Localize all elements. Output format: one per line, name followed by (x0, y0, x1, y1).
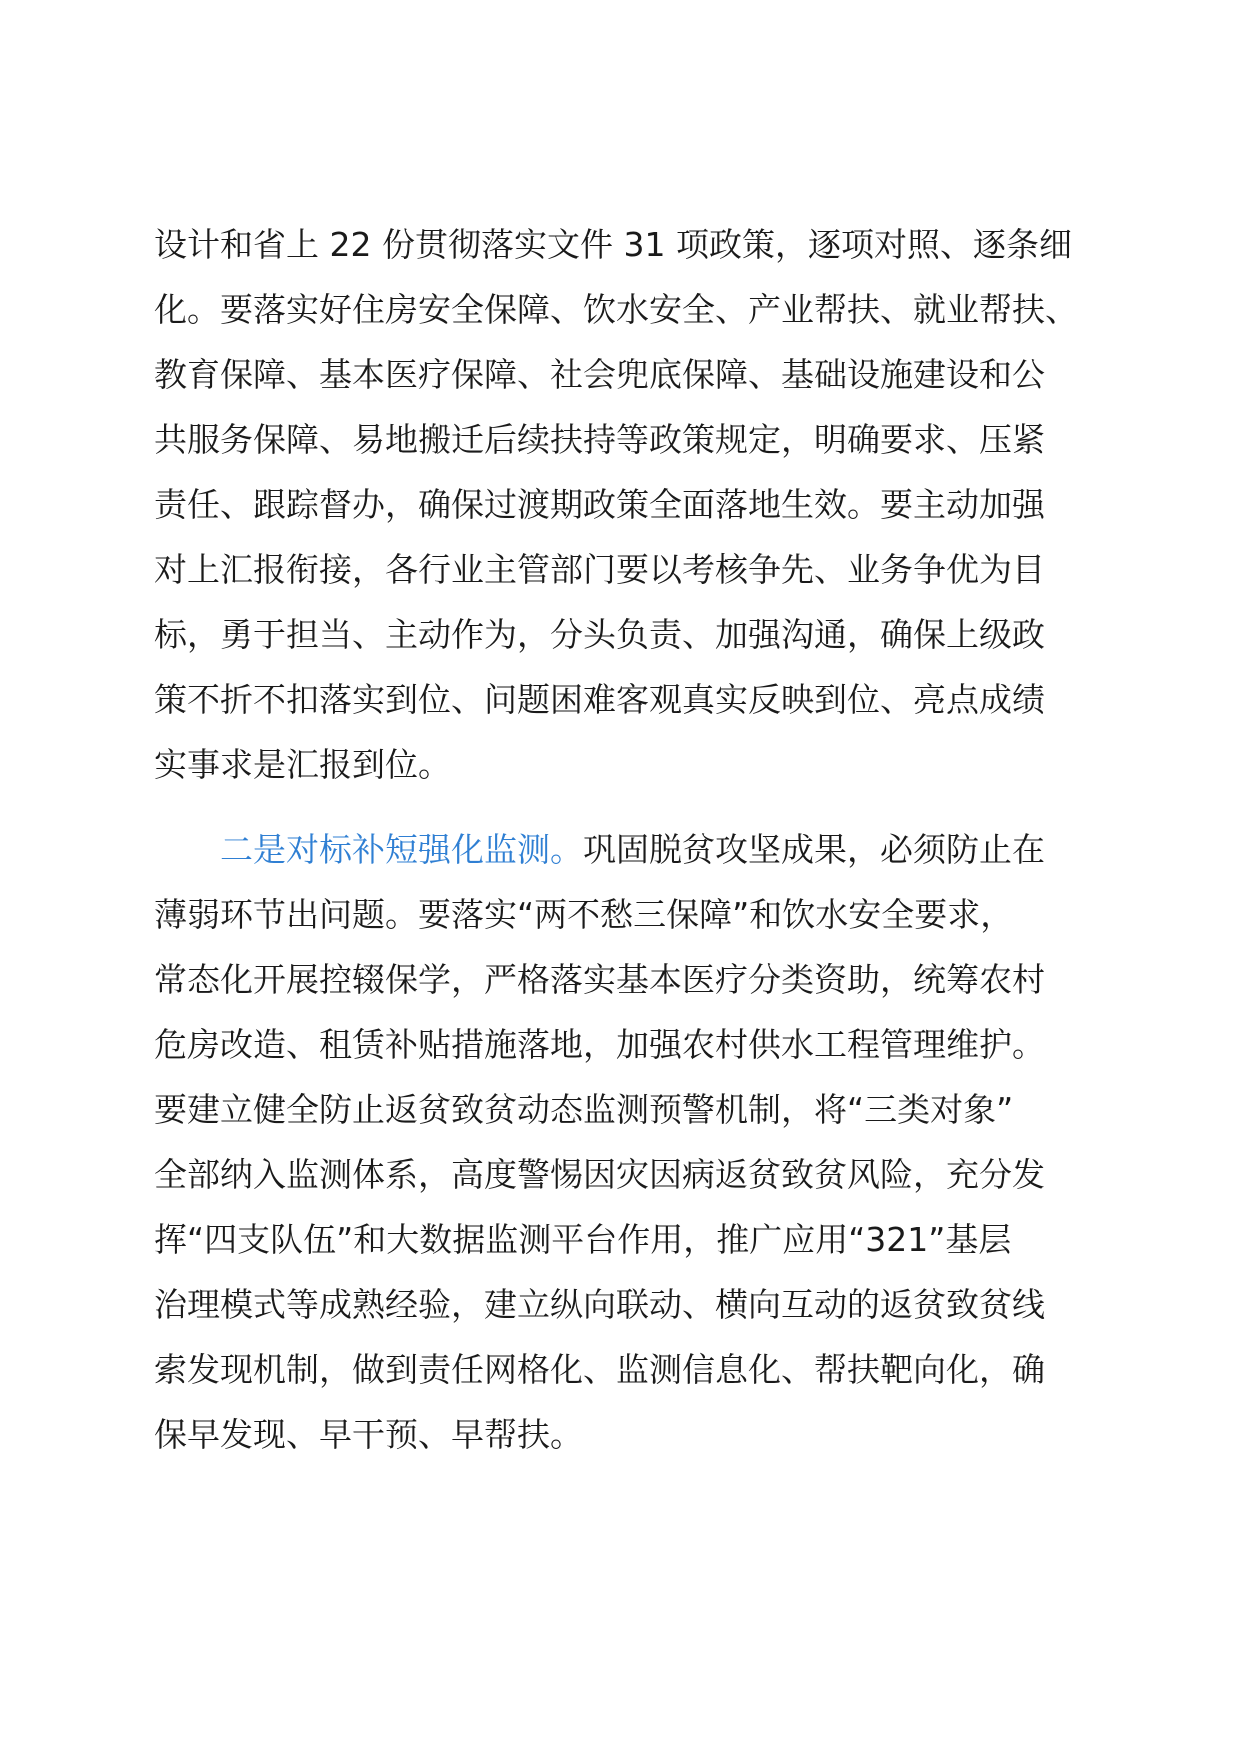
paragraph-line: 要建立健全防止返贫致贫动态监测预警机制，将“三类对象” (154, 1090, 1014, 1129)
paragraph-line: 治理模式等成熟经验，建立纵向联动、横向互动的返贫致贫线 (154, 1285, 1045, 1324)
paragraph-policy-implementation (154, 212, 1094, 797)
paragraph-line: 策不折不扣落实到位、问题困难客观真实反映到位、亮点成绩 (154, 680, 1045, 719)
paragraph-line: 共服务保障、易地搬迁后续扶持等政策规定，明确要求、压紧 (154, 420, 1045, 459)
paragraph-first-line (154, 817, 1094, 882)
paragraph-line: 保早发现、早干预、早帮扶。 (154, 1415, 583, 1454)
paragraph-line: 常态化开展控辍保学，严格落实基本医疗分类资助，统筹农村 (154, 960, 1045, 999)
paragraph-line: 危房改造、租赁补贴措施落地，加强农村供水工程管理维护。 (154, 1025, 1045, 1064)
paragraph-line: 挥“四支队伍”和大数据监测平台作用，推广应用“321”基层 (154, 1220, 1012, 1259)
paragraph-first-line-text: 巩固脱贫攻坚成果，必须防止在 (583, 830, 1045, 869)
paragraph-line: 化。要落实好住房安全保障、饮水安全、产业帮扶、就业帮扶、 (154, 290, 1078, 329)
paragraph-line: 索发现机制，做到责任网格化、监测信息化、帮扶靶向化，确 (154, 1350, 1045, 1389)
paragraph-line: 设计和省上 22 份贯彻落实文件 31 项政策，逐项对照、逐条细 (154, 225, 1072, 264)
paragraph-line: 标，勇于担当、主动作为，分头负责、加强沟通，确保上级政 (154, 615, 1045, 654)
paragraph-line: 实事求是汇报到位。 (154, 745, 451, 784)
paragraph-line: 责任、跟踪督办，确保过渡期政策全面落地生效。要主动加强 (154, 485, 1045, 524)
section-heading: 二是对标补短强化监测。 (220, 830, 583, 869)
paragraph-monitoring (154, 817, 1094, 1467)
paragraph-line: 对上汇报衔接，各行业主管部门要以考核争先、业务争优为目 (154, 550, 1045, 589)
paragraph-line: 薄弱环节出问题。要落实“两不愁三保障”和饮水安全要求， (154, 895, 1014, 934)
paragraph-line: 全部纳入监测体系，高度警惕因灾因病返贫致贫风险，充分发 (154, 1155, 1045, 1194)
paragraph-line: 教育保障、基本医疗保障、社会兜底保障、基础设施建设和公 (154, 355, 1045, 394)
